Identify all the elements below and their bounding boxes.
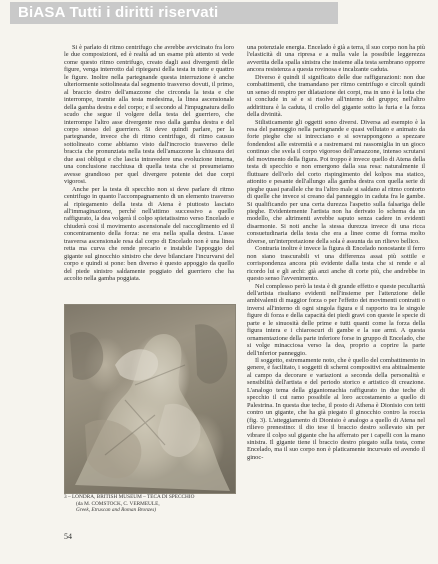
caption-line: Greek, Etruscan and Roman Bronzes) [76,507,157,514]
caption-line: 3 – LONDRA, BRITISH MUSEUM – TECA DI SPECCHIO [64,494,195,500]
right-text-column [247,44,425,564]
paragraph: Nel complesso però la testa è di grande effetto e queste peculiarità dell'artista risultano evidenti nell'insieme per l'attenzione delle ambivalenti di maggior forza o per l'effetto dei movimenti contratti o inversi all'interno di ogni singola figura e il rapporto tra le singole figure di forza e della capacità dei piedi gravi con queste le specie di parte e le sinuosità delle prime e tutti quanti come la forza della figura intera e i chiaroscuri di gambe e la sue armi. A questa ornamentazione della parte inferiore forse in gruppo di Encelado, che si volge minacciosa verso la dea, proprio a coprire la parte dell'inferior panneggio. [247,282,425,357]
paragraph: Diverso è quindi il significato delle due raffigurazioni: non due combattimenti, che tramandano per ritmo centrifugo e circoli quindi un senso di respiro per dilatazione dei corpi, ma in uno è la lotta che si conclude in sé e si risolve all'interno del gruppo; nell'altro addirittura è la caduta, il crollo del gigante sotto la furia e la forza della divinità. [247,73,425,119]
page-number: 54 [64,532,72,541]
paragraph: una potenziale energia. Encelado è già a terra, il suo corpo non ha più l'elasticità di una ripresa e a nulla vale la possibile leggerezza avvertita della spalla sinistra che insieme alla testa sembrano opporre ancora resistenza a questa rovinosa e incalzante caduta. [247,44,425,74]
paragraph: Si è parlato di ritmo centrifugo che avrebbe avvicinato fra loro le due composizioni, ed è realtà ad un esame più attento si vede come questo ritmo centrifugo, creato dagli assi divergenti delle figure, venga interrotto dal ripiegarsi della testa in tutte e quattro le figure. Inoltre nella partegnande questa interruzione è anche ulteriormente sottolineata dal segmento trasverso dovuti, il primo, al braccio destro dell'amazzone che circonda la testa e che interrompe, tramite alla testa medesima, la linea ascensionale della gamba destra e del corpo; e il secondo al l'impugnatura dello scudo che segue il volgere della testa del guerriero, che interrompe l'altro asse divergente reso dalla gamba destra e del corpo stesso del guerriero. Si deve quindi parlare, per la partegnande, invece che di ritmo centrifugo, di ritmo causuo sottolineato come abbiamo visto dall'incrocio trasverso delle braccia che pronunziata nella testa dell'amazzone la chiusura dei due assi obliqui e che lascia intravedere una evoluzione interna, una conclusione racchiusa di quella testa che si presumeiamo avesse grandioso per quel divergere potente dei due corpi vigorosi. [64,44,234,186]
paragraph: Stilisticamente gli oggetti sono diversi. Diversa ad esempio è la resa del panneggio nella partegnande e quasi vellutato e animato da forte pieghe che si intrecciano e si sovrappongono a spezzare fondendosi alle estremità e a rastremarsi mi rassomiglia in un gioco continuo che svela il corpo vigoroso dell'amazzone, intenso scrutarsi del movimento della figura. Poi troppo è invece quello di Atena della testa di specchio e non emergono dalla sua resa: naturalmente il fluttuare dell'orlo del corto rispingimento del kolpos ma statico, attonito e pesante dell'allungo alla gamba destra con quella serie di pieghe quasi parallele che tra l'altro male si saldano al ritmo contorto di quelle che invece si creano dal panneggio in caduta fra le gambe. Si qualificando per una certa durezza l'aspetto sulla falsariga delle pieghe. Evidentemente l'artista non ha derivato lo schema da un modello, che altrimenti avrebbe saputo senza cadere in evidenti disarmonie. Si noti anche la stessa durezza invece di una ricca consuetudinaria della testa che era a linee come di forma molto diverse, un'interpretazione della sola è assunta da un rilievo bellico. [247,118,425,245]
left-text-column [64,44,234,302]
watermark-banner: BiASA Tutti i diritti riservati [10,2,338,24]
paragraph: Il soggetto, estremamente noto, che è quello del combattimento in genere, è facilitato, i soggetti di schemi compositivi era abitualmente al campo da decorare e variazioni a seconda della personalità e sensibilità dell'artista e del periodo storico e artistico di creazione. L'analogo tema della gigantomachia raffigurato in due teche di specchio il cui ramo possibile al loro accostamento a quello di Palestrina. In questa due teche, il posto di Athena è Dionisio con tetti contro un gigante, che ha già piegato il ginocchio contro la roccia (fig. 3). L'atteggiamento di Dionisio è analogo a quello di Atena nel rilievo prenestino: il dio tese il braccio destro sollevato sin per vibrare il colpo sul gigante che ha afferrato per i capelli con la mano sinistra. Il gigante tiene il braccio destro piegato sulla testa, come Encelado, ma il suo corpo non è platicamente incurvato ed avendo il ginoc- [247,357,425,461]
paragraph: Anche per la testa di specchio non si deve parlare di ritmo centrifugo in quanto l'accompagnamento di un elemento trasverso al ripiegamento della testa di Atena è piuttosto lasciato all'immaginazione, perché nell'attimo successivo a quello raffigurato, la dea volgerà il colpo spietatissimo verso Encelado e chiuderà così il movimento ascensionale del raccoglimento ed il concentramento della forza: ne era nella spalla destra. L'asse trasversa ascensionale resa dal corpo di Encelado non è una linea retta ma curva che rende precario e instabile l'appoggio del gigante sul ginocchio sinistro che deve bilanciare l'incurvarsi del corpo e quindi si pone: ben diverso è questo appoggio da quello del piede sinistro saldamente poggiato del guerriero che ha accolto nella gamba poggiata. [64,185,234,283]
caption-line: (da M. COMSTOCK, C. VERMEULE, [76,500,160,507]
paragraph: Contraria inoltre è invece la figura di Encelado nonostante il ferro non siano trascurabili vi una differenza assai più sottile e corrispondenza ancora più evidente dalla testa che si rende e al ricordo lui e gli archi: già anzi anche di corte più, che andrebbe in questo senso l'avvenimento. [247,245,425,283]
figure-caption [64,494,234,514]
relief-sculpture-illustration [65,305,235,493]
relief-figure-image [64,304,236,494]
